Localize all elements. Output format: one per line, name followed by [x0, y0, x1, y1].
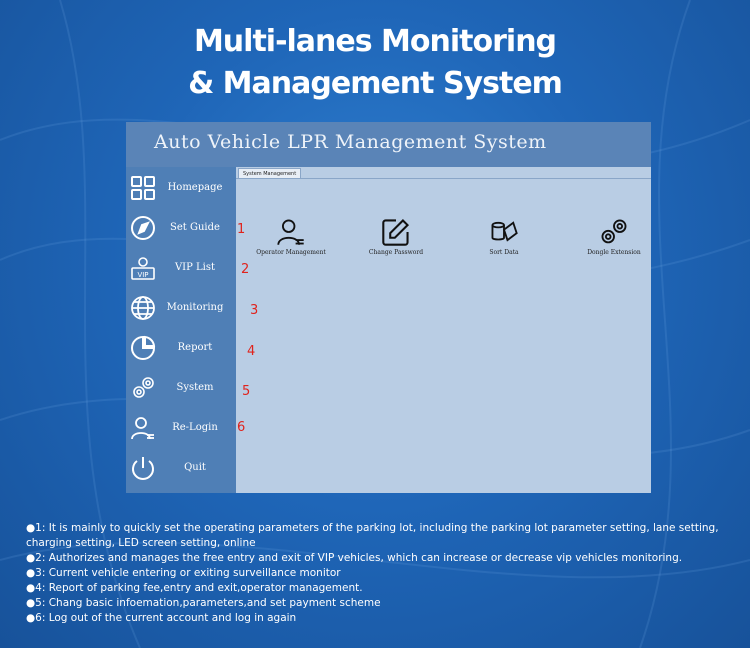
note-6: ●6: Log out of the current account and log in again [26, 612, 297, 624]
user-icon [130, 415, 156, 441]
note-4: ●4: Report of parking fee,entry and exit,operator management. [26, 582, 363, 594]
pie-chart-icon [130, 335, 156, 361]
tool-label: Change Password [368, 249, 424, 256]
sidebar-item-re-login[interactable] [126, 409, 236, 447]
app-title: Auto Vehicle LPR Management System [126, 122, 651, 167]
sidebar-item-monitoring[interactable] [126, 289, 236, 327]
sidebar-item-system[interactable] [126, 369, 236, 407]
sidebar-item-label: Monitoring [166, 302, 224, 313]
operator-management-button[interactable] [246, 217, 336, 256]
sidebar-item-report[interactable] [126, 329, 236, 367]
tool-label: Dongle Extension [587, 249, 641, 256]
sidebar-item-vip-list[interactable] [126, 249, 236, 287]
note-1: ●1: It is mainly to quickly set the operating parameters of the parking lot, including the parking lot parameter setting, lane setting, charging setting, LED screen setting, online [26, 522, 719, 549]
gears-icon [599, 217, 629, 247]
sidebar-item-set-guide[interactable] [126, 209, 236, 247]
grid-icon [130, 175, 156, 201]
note-3: ●3: Current vehicle entering or exiting surveillance monitor [26, 567, 341, 579]
sidebar-item-label: Quit [184, 462, 206, 473]
sidebar-item-label: System [176, 382, 214, 393]
globe-icon [130, 295, 156, 321]
app-window [126, 122, 651, 493]
database-icon [489, 217, 519, 247]
callout-number: 3 [250, 303, 259, 318]
svg-text:VIP: VIP [137, 271, 149, 279]
sidebar-item-quit[interactable] [126, 449, 236, 487]
operator-icon [276, 217, 306, 247]
dongle-extension-button[interactable] [569, 217, 659, 256]
tool-label: Operator Management [256, 249, 326, 256]
tab-divider [236, 178, 651, 179]
note-5: ●5: Chang basic infoemation,parameters,and set payment scheme [26, 597, 381, 609]
edit-icon [381, 217, 411, 247]
callout-number: 1 [237, 222, 246, 237]
sidebar-item-label: Report [177, 342, 213, 353]
tab-system-management[interactable]: System Management [238, 168, 301, 179]
compass-icon [130, 215, 156, 241]
callout-number: 2 [241, 262, 250, 277]
callout-number: 4 [247, 344, 256, 359]
change-password-button[interactable] [351, 217, 441, 256]
tool-label: Sort Data [489, 249, 519, 256]
vip-card-icon [130, 255, 156, 281]
headline-line-2: & Management System [188, 66, 562, 101]
power-icon [130, 455, 156, 481]
sidebar-item-homepage[interactable] [126, 169, 236, 207]
sort-data-button[interactable] [459, 217, 549, 256]
feature-notes [26, 521, 746, 626]
sidebar [126, 167, 236, 493]
gears-icon [130, 375, 156, 401]
sidebar-item-label: VIP List [174, 262, 216, 273]
callout-number: 5 [242, 384, 251, 399]
callout-number: 6 [237, 420, 246, 435]
sidebar-item-label: Homepage [167, 182, 223, 193]
note-2: ●2: Authorizes and manages the free entry and exit of VIP vehicles, which can increase or decrease vip vehicles monitoring. [26, 552, 683, 564]
sidebar-item-label: Set Guide [170, 222, 220, 233]
sidebar-item-label: Re-Login [172, 422, 218, 433]
headline-line-1: Multi-lanes Monitoring [193, 24, 557, 59]
